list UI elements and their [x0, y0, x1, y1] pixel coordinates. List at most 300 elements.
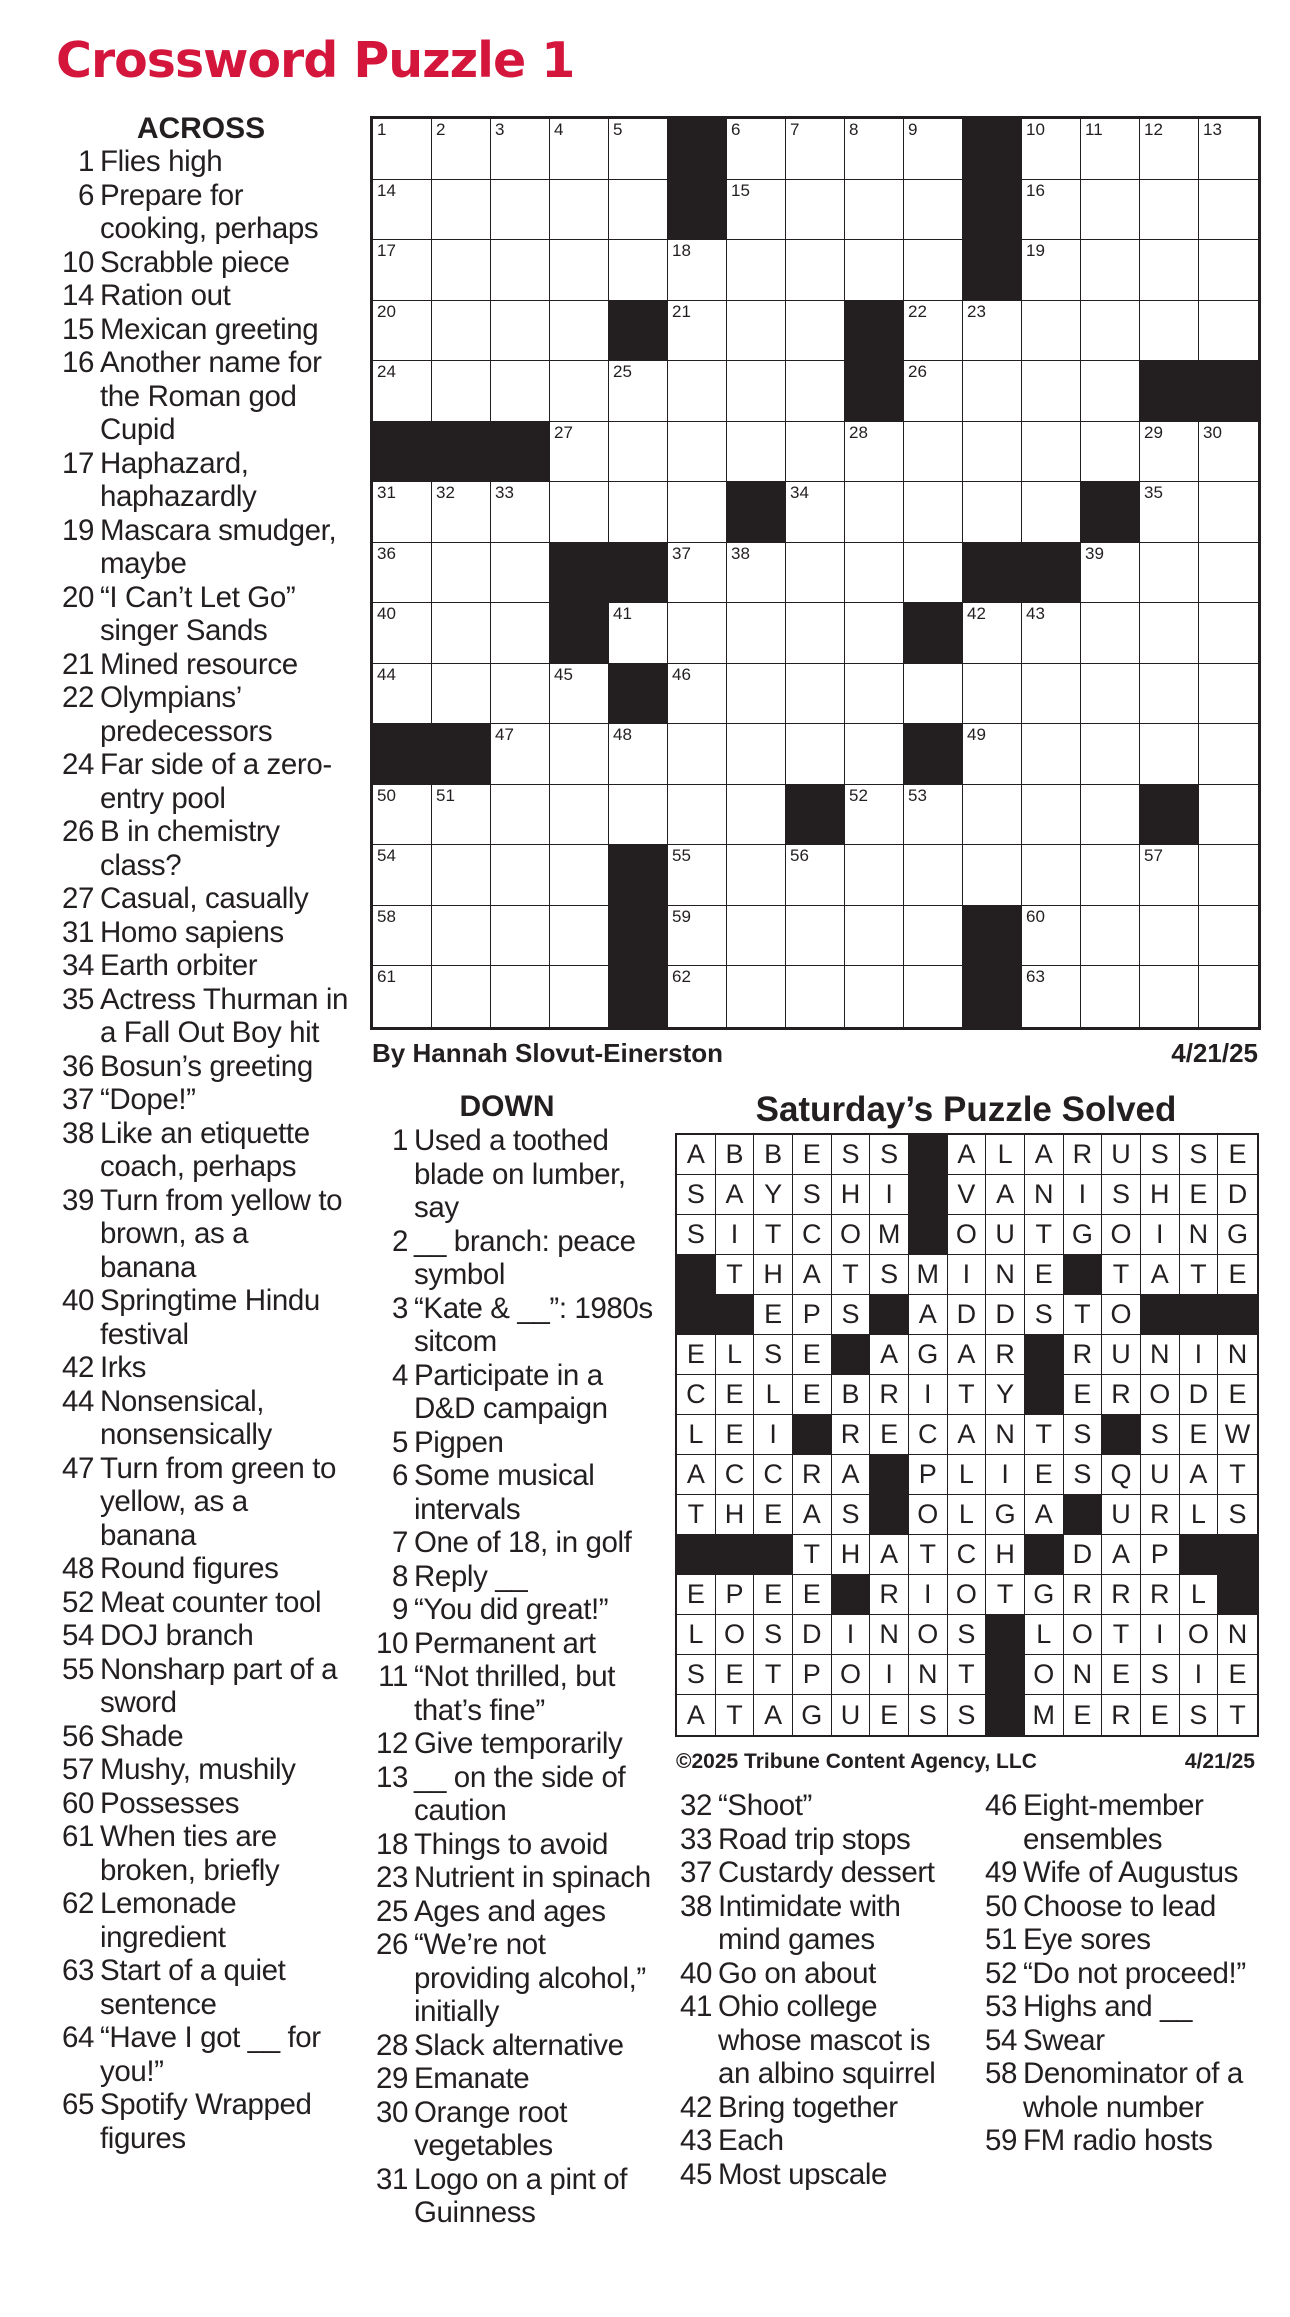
grid-cell[interactable] [432, 301, 491, 362]
grid-cell[interactable] [963, 724, 1022, 785]
grid-cell[interactable] [432, 845, 491, 906]
solved-cell [754, 1695, 793, 1735]
grid-cell[interactable] [550, 119, 609, 180]
grid-cell[interactable] [1022, 301, 1081, 362]
grid-cell[interactable] [491, 482, 550, 543]
grid-cell[interactable] [727, 543, 786, 604]
grid-cell[interactable] [491, 180, 550, 241]
solved-letter: D [956, 1299, 977, 1329]
grid-cell[interactable] [1199, 906, 1258, 967]
grid-cell[interactable] [1022, 785, 1081, 846]
grid-cell[interactable] [609, 361, 668, 422]
solved-cell [716, 1135, 755, 1175]
grid-cell[interactable] [727, 422, 786, 483]
grid-cell[interactable] [491, 664, 550, 725]
grid-cell[interactable] [1199, 664, 1258, 725]
grid-cell[interactable] [550, 724, 609, 785]
grid-cell[interactable] [786, 664, 845, 725]
grid-cell[interactable] [668, 906, 727, 967]
grid-cell[interactable] [1081, 785, 1140, 846]
grid-cell[interactable] [432, 180, 491, 241]
solved-cell [716, 1615, 755, 1655]
black-square [491, 422, 550, 483]
grid-cell[interactable] [727, 119, 786, 180]
grid-cell[interactable] [845, 906, 904, 967]
cell-number: 3 [495, 120, 505, 139]
clue-item [56, 2088, 350, 2155]
grid-cell[interactable] [963, 422, 1022, 483]
grid-cell[interactable] [786, 180, 845, 241]
grid-cell[interactable] [727, 966, 786, 1027]
grid-cell[interactable] [550, 966, 609, 1027]
grid-cell[interactable] [845, 240, 904, 301]
solved-cell [1141, 1215, 1180, 1255]
grid-cell[interactable] [786, 119, 845, 180]
grid-cell[interactable] [550, 785, 609, 846]
grid-cell[interactable] [1140, 543, 1199, 604]
grid-cell[interactable] [1022, 180, 1081, 241]
solved-cell [1064, 1535, 1103, 1575]
grid-cell[interactable] [963, 664, 1022, 725]
grid-cell[interactable] [491, 966, 550, 1027]
grid-cell[interactable] [668, 785, 727, 846]
grid-cell[interactable] [373, 240, 432, 301]
grid-cell[interactable] [727, 845, 786, 906]
clue-number: 31 [375, 2162, 408, 2196]
solved-letter: S [841, 1499, 860, 1529]
grid-cell[interactable] [373, 845, 432, 906]
solved-black-square [909, 1135, 948, 1175]
grid-cell[interactable] [373, 543, 432, 604]
solved-letter: B [841, 1379, 860, 1409]
grid-cell[interactable] [1081, 966, 1140, 1027]
grid-cell[interactable] [845, 966, 904, 1027]
solved-cell [754, 1215, 793, 1255]
black-square [963, 180, 1022, 241]
solved-cell [793, 1695, 832, 1735]
solved-letter: E [1034, 1259, 1053, 1289]
grid-cell[interactable] [609, 119, 668, 180]
clue-text: __ on the side of caution [414, 1760, 626, 1827]
grid-cell[interactable] [963, 603, 1022, 664]
grid-cell[interactable] [1081, 906, 1140, 967]
cell-number: 1 [377, 120, 387, 139]
grid-cell[interactable] [373, 664, 432, 725]
cell-number: 35 [1144, 483, 1163, 502]
grid-cell[interactable] [1022, 422, 1081, 483]
solved-black-square [870, 1455, 909, 1495]
grid-cell[interactable] [845, 422, 904, 483]
solved-cell [948, 1615, 987, 1655]
grid-cell[interactable] [432, 543, 491, 604]
clue-number: 14 [61, 279, 94, 312]
clue-number: 52 [984, 1956, 1017, 1990]
grid-cell[interactable] [373, 603, 432, 664]
grid-cell[interactable] [373, 906, 432, 967]
solved-cell [948, 1655, 987, 1695]
grid-cell[interactable] [432, 482, 491, 543]
grid-cell[interactable] [786, 603, 845, 664]
solved-letter: E [1112, 1659, 1131, 1689]
cell-number: 46 [672, 664, 691, 684]
grid-cell[interactable] [904, 301, 963, 362]
solved-cell [677, 1135, 716, 1175]
grid-cell[interactable] [845, 482, 904, 543]
grid-cell[interactable] [1140, 845, 1199, 906]
grid-cell[interactable] [845, 543, 904, 604]
grid-cell[interactable] [904, 664, 963, 725]
grid-cell[interactable] [904, 966, 963, 1027]
grid-cell[interactable] [1022, 482, 1081, 543]
solved-cell [1102, 1615, 1141, 1655]
grid-cell[interactable] [373, 180, 432, 241]
black-square [1140, 785, 1199, 846]
grid-cell[interactable] [1022, 906, 1081, 967]
clue-text: Used a toothed blade on lumber, say [414, 1124, 626, 1224]
black-square [550, 603, 609, 664]
grid-cell[interactable] [1140, 422, 1199, 483]
grid-cell[interactable] [727, 361, 786, 422]
solved-cell [677, 1335, 716, 1375]
grid-cell[interactable] [1199, 724, 1258, 785]
grid-cell[interactable] [1081, 119, 1140, 180]
grid-cell[interactable] [845, 845, 904, 906]
cell-number: 12 [1144, 120, 1163, 139]
solved-cell [948, 1335, 987, 1375]
grid-cell[interactable] [904, 422, 963, 483]
grid-cell[interactable] [432, 966, 491, 1027]
grid-cell[interactable] [845, 603, 904, 664]
grid-cell[interactable] [963, 301, 1022, 362]
grid-cell[interactable] [963, 482, 1022, 543]
grid-cell[interactable] [491, 724, 550, 785]
grid-cell[interactable] [727, 603, 786, 664]
grid-cell[interactable] [1022, 845, 1081, 906]
grid-cell[interactable] [550, 301, 609, 362]
grid-cell[interactable] [727, 240, 786, 301]
clue-number: 34 [61, 949, 94, 982]
grid-cell[interactable] [963, 361, 1022, 422]
grid-cell[interactable] [1081, 724, 1140, 785]
grid-cell[interactable] [1140, 180, 1199, 241]
grid-cell[interactable] [609, 240, 668, 301]
clue-number: 11 [378, 1660, 408, 1693]
clue-item [56, 1586, 350, 1620]
grid-cell[interactable] [668, 724, 727, 785]
cell-number: 25 [613, 362, 632, 381]
solved-letter: S [686, 1659, 705, 1689]
grid-cell[interactable] [904, 543, 963, 604]
grid-cell[interactable] [904, 361, 963, 422]
cell-number: 6 [731, 120, 741, 139]
grid-cell[interactable] [727, 906, 786, 967]
grid-cell[interactable] [904, 119, 963, 180]
grid-cell[interactable] [609, 603, 668, 664]
grid-cell[interactable] [491, 906, 550, 967]
solved-letter: S [1073, 1459, 1092, 1489]
grid-cell[interactable] [845, 119, 904, 180]
grid-cell[interactable] [1081, 361, 1140, 422]
grid-cell[interactable] [1081, 543, 1140, 604]
grid-cell[interactable] [786, 845, 845, 906]
solved-letter: R [1072, 1339, 1093, 1369]
grid-cell[interactable] [1140, 906, 1199, 967]
grid-cell[interactable] [786, 361, 845, 422]
solved-cell [909, 1575, 948, 1615]
solved-letter: N [995, 1419, 1015, 1449]
grid-cell[interactable] [1022, 119, 1081, 180]
grid-cell[interactable] [373, 482, 432, 543]
grid-cell[interactable] [1022, 603, 1081, 664]
clue-text: Each [718, 2124, 784, 2157]
grid-cell[interactable] [668, 603, 727, 664]
clue-text: Casual, casually [100, 882, 309, 915]
solved-letter: E [1034, 1459, 1053, 1489]
grid-cell[interactable] [1022, 240, 1081, 301]
grid-cell[interactable] [727, 301, 786, 362]
grid-cell[interactable] [609, 422, 668, 483]
grid-cell[interactable] [1199, 180, 1258, 241]
grid-cell[interactable] [550, 240, 609, 301]
solved-letter: I [962, 1259, 971, 1289]
grid-cell[interactable] [1140, 240, 1199, 301]
solved-cell [1218, 1655, 1257, 1695]
clue-text: Orange root vegetables [414, 2095, 568, 2162]
grid-cell[interactable] [963, 845, 1022, 906]
grid-cell[interactable] [373, 119, 432, 180]
solved-cell [948, 1375, 987, 1415]
solved-cell [986, 1575, 1025, 1615]
grid-cell[interactable] [668, 845, 727, 906]
solved-cell [986, 1495, 1025, 1535]
grid-cell[interactable] [491, 240, 550, 301]
grid-cell[interactable] [609, 180, 668, 241]
grid-cell[interactable] [550, 180, 609, 241]
grid-cell[interactable] [727, 724, 786, 785]
grid-cell[interactable] [668, 240, 727, 301]
grid-cell[interactable] [1140, 119, 1199, 180]
grid-cell[interactable] [904, 906, 963, 967]
grid-cell[interactable] [1140, 724, 1199, 785]
grid-cell[interactable] [1081, 240, 1140, 301]
grid-cell[interactable] [491, 361, 550, 422]
grid-cell[interactable] [432, 361, 491, 422]
grid-cell[interactable] [904, 180, 963, 241]
solved-letter: S [764, 1619, 783, 1649]
grid-cell[interactable] [786, 240, 845, 301]
cell-number: 27 [554, 422, 573, 442]
grid-cell[interactable] [550, 422, 609, 483]
grid-cell[interactable] [786, 543, 845, 604]
clue-text: “Have I got __ for you!” [100, 2021, 321, 2088]
solved-cell [1025, 1175, 1064, 1215]
grid-cell[interactable] [904, 482, 963, 543]
clue-item [674, 1856, 964, 1890]
grid-cell[interactable] [1022, 361, 1081, 422]
grid-cell[interactable] [1081, 180, 1140, 241]
grid-cell[interactable] [1022, 966, 1081, 1027]
grid-cell[interactable] [491, 785, 550, 846]
grid-cell[interactable] [1199, 301, 1258, 362]
grid-cell[interactable] [1022, 664, 1081, 725]
solved-cell [716, 1215, 755, 1255]
grid-cell[interactable] [786, 906, 845, 967]
grid-cell[interactable] [373, 785, 432, 846]
grid-cell[interactable] [550, 361, 609, 422]
grid-cell[interactable] [1199, 785, 1258, 846]
clue-text: Round figures [100, 1552, 279, 1585]
grid-cell[interactable] [845, 724, 904, 785]
grid-cell[interactable] [786, 966, 845, 1027]
grid-cell[interactable] [373, 301, 432, 362]
grid-cell[interactable] [1081, 845, 1140, 906]
grid-cell[interactable] [727, 785, 786, 846]
grid-cell[interactable] [668, 543, 727, 604]
cell-number: 31 [377, 483, 396, 502]
solved-letter: R [1111, 1379, 1131, 1409]
grid-cell[interactable] [432, 785, 491, 846]
grid-cell[interactable] [904, 240, 963, 301]
grid-cell[interactable] [904, 785, 963, 846]
solved-letter: T [726, 1699, 743, 1730]
solved-cell [1141, 1535, 1180, 1575]
grid-cell[interactable] [609, 482, 668, 543]
solved-cell [1064, 1135, 1103, 1175]
grid-cell[interactable] [432, 664, 491, 725]
grid-cell[interactable] [373, 361, 432, 422]
solved-cell [793, 1575, 832, 1615]
solved-cell [1025, 1655, 1064, 1695]
grid-cell[interactable] [1140, 664, 1199, 725]
grid-cell[interactable] [668, 301, 727, 362]
solved-letter: A [1150, 1259, 1169, 1289]
grid-cell[interactable] [727, 664, 786, 725]
grid-cell[interactable] [432, 603, 491, 664]
grid-cell[interactable] [1199, 845, 1258, 906]
grid-cell[interactable] [786, 422, 845, 483]
grid-cell[interactable] [668, 482, 727, 543]
solved-letter: O [839, 1219, 861, 1249]
grid-cell[interactable] [786, 724, 845, 785]
solved-letter: S [918, 1699, 937, 1730]
grid-cell[interactable] [550, 845, 609, 906]
solved-black-square [1064, 1255, 1103, 1295]
grid-cell[interactable] [432, 906, 491, 967]
grid-cell[interactable] [786, 482, 845, 543]
copyright-line: ©2025 Tribune Content Agency, LLC [676, 1750, 1037, 1773]
solved-cell [1102, 1215, 1141, 1255]
solved-cell [1180, 1335, 1219, 1375]
grid-cell[interactable] [1140, 966, 1199, 1027]
grid-cell[interactable] [668, 664, 727, 725]
grid-cell[interactable] [1140, 603, 1199, 664]
grid-cell[interactable] [1081, 301, 1140, 362]
grid-cell[interactable] [1199, 119, 1258, 180]
grid-cell[interactable] [1140, 482, 1199, 543]
grid-cell[interactable] [845, 664, 904, 725]
solved-letter: C [686, 1379, 706, 1409]
grid-cell[interactable] [845, 180, 904, 241]
grid-cell[interactable] [668, 422, 727, 483]
clue-text: Most upscale [718, 2157, 888, 2191]
clue-text: Mushy, mushily [100, 1753, 296, 1786]
grid-cell[interactable] [1081, 664, 1140, 725]
grid-cell[interactable] [550, 664, 609, 725]
puzzle-date: 4/21/25 [1171, 1038, 1258, 1068]
clue-text: “Not thrilled, but that’s fine” [414, 1660, 616, 1727]
grid-cell[interactable] [432, 240, 491, 301]
solved-black-square [1218, 1575, 1257, 1615]
grid-cell[interactable] [1022, 724, 1081, 785]
solved-letter: R [879, 1579, 899, 1609]
solved-cell [1064, 1415, 1103, 1455]
grid-cell[interactable] [904, 845, 963, 906]
clue-text: Start of a quiet sentence [100, 1954, 286, 2021]
black-square [1022, 543, 1081, 604]
clue-text: Mined resource [100, 647, 298, 681]
grid-cell[interactable] [491, 119, 550, 180]
solved-cell [832, 1615, 871, 1655]
solved-cell [1141, 1615, 1180, 1655]
solved-cell [1102, 1375, 1141, 1415]
solved-letter: T [958, 1379, 975, 1409]
grid-cell[interactable] [1081, 603, 1140, 664]
grid-cell[interactable] [668, 966, 727, 1027]
grid-cell[interactable] [491, 845, 550, 906]
solved-letter: T [1112, 1259, 1130, 1289]
clue-item [370, 1928, 656, 2029]
black-square [963, 543, 1022, 604]
grid-cell[interactable] [373, 966, 432, 1027]
grid-cell[interactable] [668, 361, 727, 422]
solved-cell [986, 1215, 1025, 1255]
grid-cell[interactable] [1199, 422, 1258, 483]
grid-cell[interactable] [1199, 240, 1258, 301]
grid-cell[interactable] [491, 603, 550, 664]
clue-number: 57 [61, 1753, 94, 1786]
grid-cell[interactable] [1140, 301, 1199, 362]
grid-cell[interactable] [609, 724, 668, 785]
grid-cell[interactable] [432, 119, 491, 180]
solved-cell [909, 1695, 948, 1735]
grid-cell[interactable] [786, 301, 845, 362]
grid-cell[interactable] [609, 785, 668, 846]
solved-cell [716, 1575, 755, 1615]
grid-cell[interactable] [1199, 966, 1258, 1027]
solved-cell [948, 1415, 987, 1455]
solved-cell [870, 1655, 909, 1695]
grid-cell[interactable] [727, 180, 786, 241]
clue-item [370, 1593, 656, 1627]
grid-cell[interactable] [1199, 543, 1258, 604]
solved-black-square [1141, 1295, 1180, 1335]
grid-cell[interactable] [1199, 603, 1258, 664]
grid-cell[interactable] [550, 482, 609, 543]
grid-cell[interactable] [845, 785, 904, 846]
grid-cell[interactable] [963, 785, 1022, 846]
solved-cell [793, 1495, 832, 1535]
grid-cell[interactable] [491, 301, 550, 362]
clue-item [56, 1552, 350, 1586]
grid-cell[interactable] [1199, 482, 1258, 543]
grid-cell[interactable] [491, 543, 550, 604]
solved-black-square [793, 1415, 832, 1455]
grid-cell[interactable] [550, 906, 609, 967]
clue-number: 38 [679, 1889, 712, 1923]
grid-cell[interactable] [1081, 422, 1140, 483]
cell-number: 60 [1026, 906, 1045, 926]
solved-cell [716, 1695, 755, 1735]
